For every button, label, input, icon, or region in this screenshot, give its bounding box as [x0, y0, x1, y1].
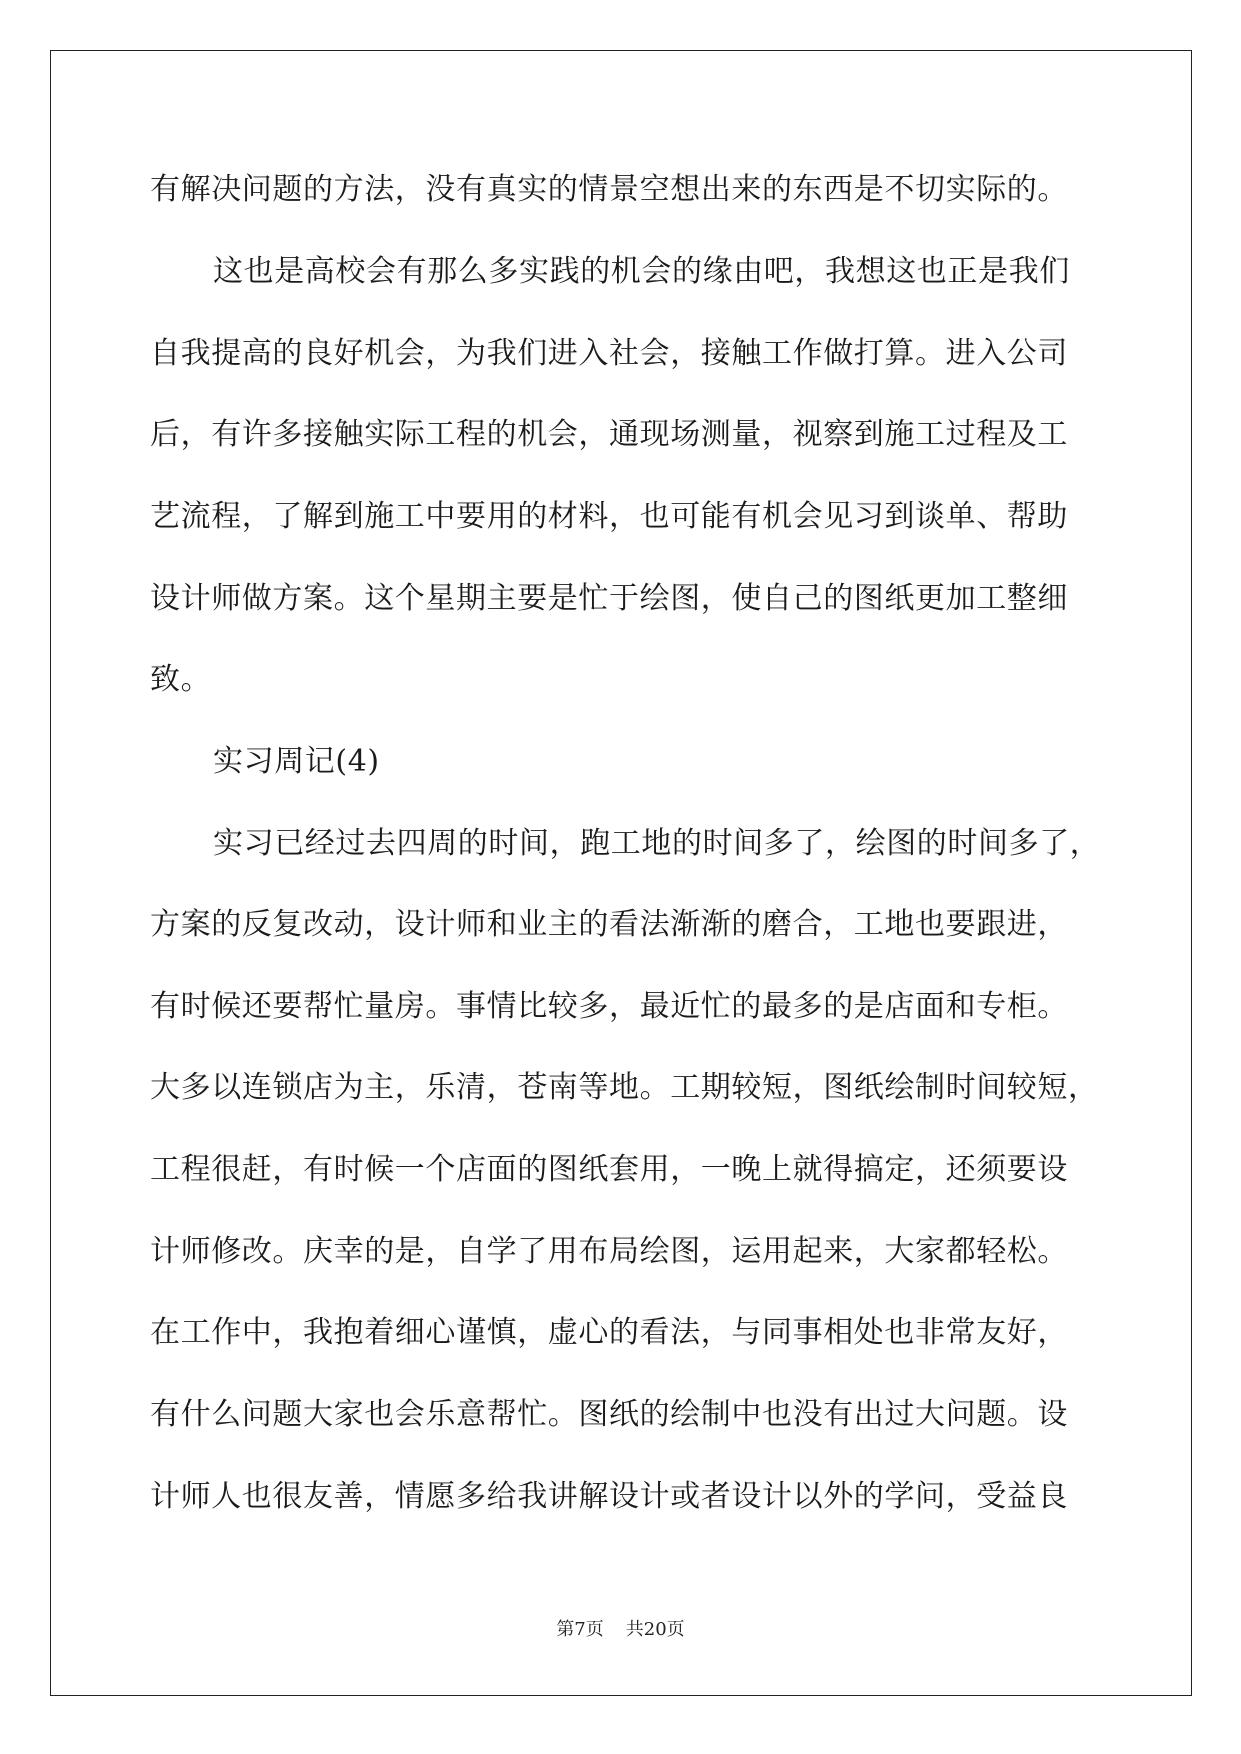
text-line: 大多以连锁店为主，乐清，苍南等地。工期较短，图纸绘制时间较短，: [150, 1070, 1099, 1105]
text-line: 计师人也很友善，情愿多给我讲解设计或者设计以外的学问，受益良: [150, 1479, 1068, 1514]
page-total: 共20页: [625, 1619, 685, 1640]
text-line: 有解决问题的方法，没有真实的情景空想出来的东西是不切实际的。: [150, 172, 1068, 207]
page-border: [50, 50, 1192, 1696]
text-line: 后，有许多接触实际工程的机会，通现场测量，视察到施工过程及工: [150, 417, 1068, 452]
text-line: 设计师做方案。这个星期主要是忙于绘图，使自己的图纸更加工整细: [150, 581, 1068, 616]
section-heading: 实习周记(4): [213, 744, 380, 779]
text-line: 有什么问题大家也会乐意帮忙。图纸的绘制中也没有出过大问题。设: [150, 1397, 1068, 1432]
text-line: 实习已经过去四周的时间，跑工地的时间多了，绘图的时间多了，: [213, 826, 1101, 861]
text-line: 有时候还要帮忙量房。事情比较多，最近忙的最多的是店面和专柜。: [150, 989, 1068, 1024]
text-line: 工程很赶，有时候一个店面的图纸套用，一晚上就得搞定，还须要设: [150, 1152, 1068, 1187]
text-line: 方案的反复改动，设计师和业主的看法渐渐的磨合，工地也要跟进，: [150, 907, 1068, 942]
text-line: 在工作中，我抱着细心谨慎，虚心的看法，与同事相处也非常友好，: [150, 1315, 1068, 1350]
text-line: 致。: [150, 662, 212, 697]
text-line: 这也是高校会有那么多实践的机会的缘由吧，我想这也正是我们: [213, 254, 1070, 289]
page-footer: [0, 1618, 1241, 1642]
text-line: 自我提高的良好机会，为我们进入社会，接触工作做打算。进入公司: [150, 336, 1068, 371]
text-line: 计师修改。庆幸的是，自学了用布局绘图，运用起来，大家都轻松。: [150, 1234, 1068, 1269]
page-number: 第7页: [556, 1619, 604, 1640]
text-line: 艺流程，了解到施工中要用的材料，也可能有机会见习到谈单、帮助: [150, 499, 1068, 534]
